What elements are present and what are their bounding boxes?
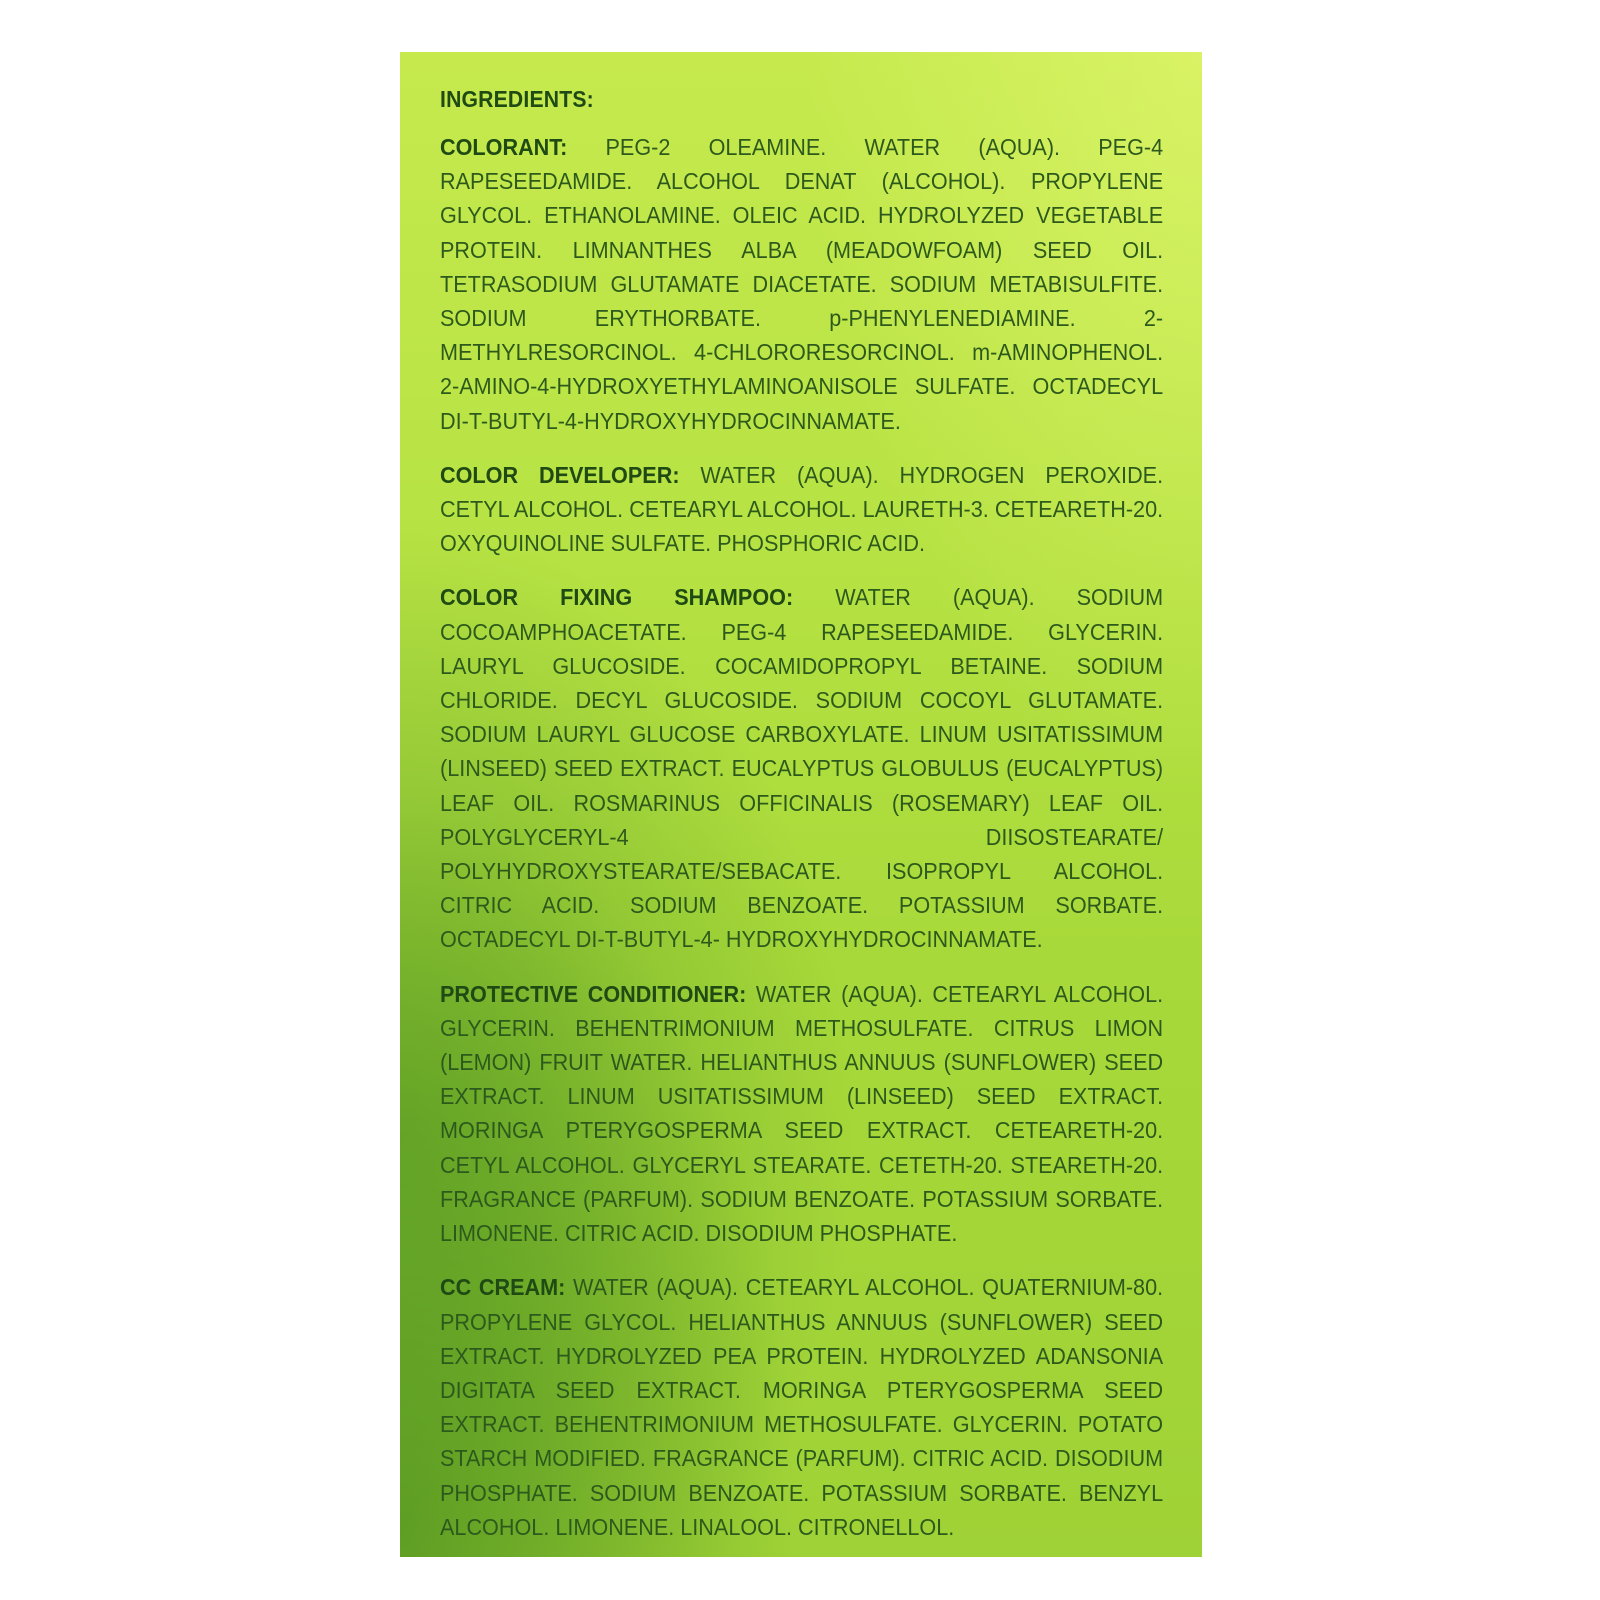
section-text: PEG-2 OLEAMINE. WATER (AQUA). PEG-4 RAPESEEDAMIDE. ALCOHOL DENAT (ALCOHOL). PROPYLENE GLYCOL. ETHANOLAMINE. OLEIC ACID. HYDROLYZED VEGETABLE PROTEIN. LIMNANTHES ALBA (MEADOWFOAM) SEED OIL. TETRASODIUM GLUTAMATE DIACETATE. SODIUM METABISULFITE. SODIUM ERYTHORBATE. p-PHENYLENEDIAMINE. 2-METHYLRESORCINOL. 4-CHLORORESORCINOL. m-AMINOPHENOL. 2-AMINO-4-HYDROXYETHYLAMINOANISOLE SULFATE. OCTADECYL DI-T-BUTYL-4-HYDROXYHYDROCINNAMATE. bbox=[440, 134, 1164, 434]
section-color-developer bbox=[440, 458, 1163, 561]
ingredients-heading: INGREDIENTS: bbox=[440, 86, 594, 112]
ingredients-panel bbox=[400, 52, 1202, 1557]
section-label: COLORANT: bbox=[440, 134, 568, 160]
section-text: WATER (AQUA). CETEARYL ALCOHOL. GLYCERIN. BEHENTRIMONIUM METHOSULFATE. CITRUS LIMON (LEMON) FRUIT WATER. HELIANTHUS ANNUUS (SUNFLOWER) SEED EXTRACT. LINUM USITATISSIMUM (LINSEED) SEED EXTRACT. MORINGA PTERYGOSPERMA SEED EXTRACT. CETEARETH-20. CETYL ALCOHOL. GLYCERYL STEARATE. CETETH-20. STEARETH-20. FRAGRANCE (PARFUM). SODIUM BENZOATE. POTASSIUM SORBATE. LIMONENE. CITRIC ACID. DISODIUM PHOSPHATE. bbox=[440, 980, 1164, 1247]
ingredients-content bbox=[440, 82, 1164, 1564]
section-label: COLOR FIXING SHAMPOO: bbox=[440, 584, 794, 611]
section-protective-conditioner bbox=[440, 977, 1163, 1251]
section-text: WATER (AQUA). CETEARYL ALCOHOL. QUATERNIUM-80. PROPYLENE GLYCOL. HELIANTHUS ANNUUS (SUNFLOWER) SEED EXTRACT. HYDROLYZED PEA PROTEIN. HYDROLYZED ADANSONIA DIGITATA SEED EXTRACT. MORINGA PTERYGOSPERMA SEED EXTRACT. BEHENTRIMONIUM METHOSULFATE. GLYCERIN. POTATO STARCH MODIFIED. FRAGRANCE (PARFUM). CITRIC ACID. DISODIUM PHOSPHATE. SODIUM BENZOATE. POTASSIUM SORBATE. BENZYL ALCOHOL. LIMONENE. LINALOOL. CITRONELLOL. bbox=[440, 1274, 1164, 1540]
section-text: WATER (AQUA). SODIUM COCOAMPHOACETATE. PEG-4 RAPESEEDAMIDE. GLYCERIN. LAURYL GLUCOSIDE. COCAMIDOPROPYL BETAINE. SODIUM CHLORIDE. DECYL GLUCOSIDE. SODIUM COCOYL GLUTAMATE. SODIUM LAURYL GLUCOSE CARBOXYLATE. LINUM USITATISSIMUM (LINSEED) SEED EXTRACT. EUCALYPTUS GLOBULUS (EUCALYPTUS) LEAF OIL. ROSMARINUS OFFICINALIS (ROSEMARY) LEAF OIL. POLYGLYCERYL-4 DIISOSTEARATE/ POLYHYDROXYSTEARATE/SEBACATE. ISOPROPYL ALCOHOL. CITRIC ACID. SODIUM BENZOATE. POTASSIUM SORBATE. OCTADECYL DI-T-BUTYL-4- HYDROXYHYDROCINNAMATE. bbox=[440, 584, 1164, 953]
section-label: CC CREAM: bbox=[440, 1274, 566, 1301]
section-label: COLOR DEVELOPER: bbox=[440, 461, 680, 488]
section-label: PROTECTIVE CONDITIONER: bbox=[440, 980, 747, 1007]
section-cc-cream bbox=[440, 1270, 1163, 1544]
section-text: WATER (AQUA). HYDROGEN PEROXIDE. CETYL ALCOHOL. CETEARYL ALCOHOL. LAURETH-3. CETEARETH-20. OXYQUINOLINE SULFATE. PHOSPHORIC ACID. bbox=[440, 461, 1164, 557]
section-colorant bbox=[440, 130, 1163, 438]
section-color-fixing-shampoo bbox=[440, 580, 1163, 956]
